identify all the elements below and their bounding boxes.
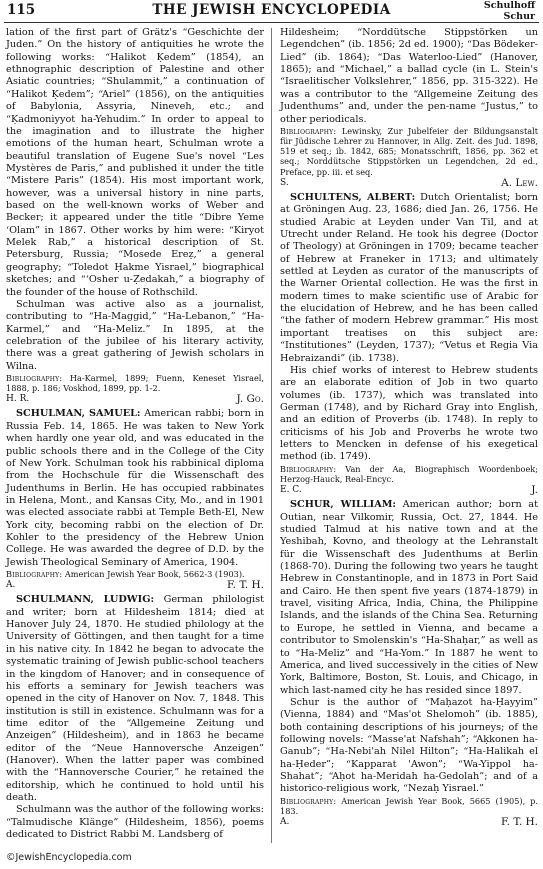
entry-text: American rabbi; born in Russia Feb. 14, 1865. He was taken to New York when hardly one year old, and was educated in the public schools there and in the College of the City of New York. Schulman took his rabbinical diploma from the Hochschule für die Wissenschaft des Judenthums in Berlin. He has occupied rabbinates in Helena, Mont., and Kansas City, Mo., and in 1901 was elected associate rabbi at Temple Beth-El, New York city, becoming rabbi on the election of Dr. Kohler to the presidency of the Hebrew Union College. He was awarded the degree of D.D. by the Jewish Theological Seminary of America, 1904. <box>6 408 264 568</box>
signature-initials: A. <box>6 580 16 591</box>
running-title: THE JEWISH ENCYCLOPEDIA <box>152 2 391 18</box>
entry-text: Dutch Orientalist; born at Gröningen Aug. 23, 1686; died Jan. 26, 1756. He studied Arabic at Leyden under Van Til, and at Utrecht under Reland. He took his degree (Doctor of Theology) at Gröningen in 1709; became teacher of Hebrew at Franeker in 1713; and ultimately settled at Leyden as curator of the manuscripts of the Warner Oriental collection. He was the first in modern times to make scientific use of Arabic for the elucidation of Hebrew, and he has been called “the father of modern Hebrew grammar.” His most important treatises on this subject are: “Institutiones” (Leyden, 1737); “Vetus et Regia Via Hebraizandi” (ib. 1738). <box>280 191 539 364</box>
entry-headword: SCHULMANN, LUDWIG: <box>16 594 155 606</box>
header-rule <box>4 22 539 23</box>
bibliography <box>6 373 264 393</box>
bibliography-text: American Jewish Year Book, 5665 (1905), p. 183. <box>280 795 538 817</box>
paragraph: His chief works of interest to Hebrew students are an elaborate edition of Job in two quarto volumes (ib. 1737), which was translated into German (1748), and by Richard Gray into English, and an edition of Proverbs (ib. 1748). In reply to criticisms of his Job and Proverbs he wrote two letters to Mencken in defense of his exegetical method (ib. 1749). <box>280 364 538 463</box>
guide-word-top: Schulhoff <box>483 0 535 11</box>
signature-initials: H. R. <box>6 394 30 405</box>
entry-schulmann-ludwig <box>6 594 264 804</box>
entry-headword: SCHULMAN, SAMUEL: <box>16 408 141 420</box>
paragraph: Schulmann was the author of the following works: “Talmudische Klänge” (Hildesheim, 1856), poems dedicated to District Rabbi M. Landsberg of <box>6 804 264 841</box>
signature-author: F. T. H. <box>501 816 538 829</box>
paragraph: Hildesheim; “Norddütsche Stippstörken un Legendchen” (ib. 1856; 2d ed. 1900); “Das Bödeker-Lied” (ib. 1864); “Das Waterloo-Lied” (Hanover, 1865); and “Michael,” a ballad cycle (in L. Stein's “Israelitischer Volkslehrer,” 1856, pp. 315-322). He was a contributor to the “Allgemeine Zeitung des Judenthums” and, under the pen-name “Justus,” to other periodicals. <box>280 27 538 125</box>
bibliography-label: Bibliography: <box>280 795 337 806</box>
bibliography-label: Bibliography: <box>6 373 63 384</box>
bibliography <box>280 126 538 177</box>
bibliography-label: Bibliography: <box>6 569 63 580</box>
signature-initials: E. C. <box>280 485 302 496</box>
signature-initials: S. <box>280 177 289 188</box>
paragraph: Schulman was active also as a journalist, contributing to “Ha-Maggid,” “Ha-Lebanon,” “Ha-Karmel,” and “Ha-Meliz.” In 1895, at the celebration of the jubilee of his literary activity, there was a great gathering of Jewish scholars in Wilna. <box>6 298 264 372</box>
signature-line <box>280 177 538 189</box>
paragraph: lation of the first part of Grätz's “Geschichte der Juden.” On the history of antiquities he wrote the following works: “Halikot Ḳedem” (1854), an ethnographic description of Palestine and other Asiatic countries; “Shulammit,” a continuation of “Halikot Ḳedem”; “Ariel” (1856), on the antiquities of Babylonia, Assyria, Nineveh, etc.; and “Ḳadmoniyyot ha-Yehudim.” In order to appeal to the imagination and to illustrate the higher emotions of the human heart, Schulman wrote a beautiful translation of Eugene Sue's novel “Les Mystères de Paris,” and published it under the title “Mistere Paris” (1854). His most important work, however, was a universal history in nine parts, based on the well-known works of Weber and Becker; it appeared under the title “Dibre Yeme ‘Olam” in 1867. Other works by him were: “Kiryot Melek Rab,” a historical description of St. Petersburg, Russia; “Mosede Ereẓ,” a general geography; “Toledot Ḥakme Yisrael,” biographical sketches; and “‘Osher u-Ẓedakah,” a biography of the founder of the house of Rothschild. <box>6 27 264 298</box>
page-header <box>4 1 539 23</box>
bibliography <box>6 569 264 579</box>
bibliography <box>280 464 538 484</box>
entry-text: German philologist and writer; born at Hildesheim 1814; died at Hanover July 24, 1870. He studied philology at the University of Göttingen, and then taught for a time in his native city. In 1842 he began to advocate the systematic training of Jewish public-school teachers in the kingdom of Hanover; and in consequence of his efforts a seminary for Jewish teachers was opened in the city of Hanover on Nov. 7, 1848. This institution is still in existence. Schulmann was for a time editor of the “Allgemeine Zeitung und Anzeigen” (Hildesheim), and in 1863 he became editor of the “Neue Hannoversche Anzeigen” (Hanover). When the latter paper was combined with the “Hannoversche Courier,” he retained the editorship, which he continued to hold until his death. <box>6 594 264 804</box>
right-column <box>280 27 538 831</box>
entry-schur-william <box>280 499 538 697</box>
signature-line <box>6 579 264 591</box>
signature-line <box>280 484 538 496</box>
bibliography <box>280 796 538 816</box>
entry-headword: SCHULTENS, ALBERT: <box>290 191 416 203</box>
entry-headword: SCHUR, WILLIAM: <box>290 499 397 511</box>
guide-words <box>484 0 535 22</box>
entry-schultens-albert <box>280 192 538 365</box>
bibliography-text: Ha-Karmel, 1899; Fuenn, Keneset Yisrael, 1888, p. 186; Voskhod, 1899, pp. 1-2. <box>6 373 264 394</box>
signature-initials: A. <box>280 817 290 828</box>
paragraph: Schur is the author of “Maḥazot ha-Ḥayyim” (Vienna, 1884) and “Mas'ot Shelomoh” (ib. 1885), both containing descriptions of his journeys; of the following novels: “Masse'at Nafshah”; “Aḳkonen ha-Ganub”; “Ha-Nebi'ah Nilel Hilton”; “Ha-Halikah el ha-Ḥeder”; “Kapparat 'Awon”; “Wa-Yippol ha-Shahat”; “Aḥot ha-Meridah ha-Gedolah”; and of a historico-religious work, “Nezaḥ Yisrael.” <box>280 696 538 795</box>
page-number: 115 <box>7 2 36 18</box>
signature-line <box>280 816 538 828</box>
guide-word-bottom: Schur <box>503 11 535 22</box>
signature-author: A. Lew. <box>501 176 538 189</box>
column-divider <box>271 28 272 843</box>
copyright-footer: ©JewishEncyclopedia.com <box>6 852 132 863</box>
entry-text: American author; born at Outian, near Vilkomir, Russia, Oct. 27, 1844. He studied Talmud at his native town and at the Yeshibah, Kovno, and theology at the Lehranstalt für die Wissenschaft des Judenthums at Berlin (1868-70). During the following two years he taught Hebrew in Constantinople, and in 1873 in Port Said and Cairo. He then spent five years (1874-1879) in travel, visiting Africa, India, China, the Philippine Islands, and the islands of the China Sea. Returning to Europe, he settled in Vienna, and became a contributor to Smolenskin's “Ha-Shaḥar,” as well as to “Ha-Meliz” and “Ha-Yom.” In 1887 he went to America, and lived successively in the cities of New York, Baltimore, Boston, St. Louis, and Chicago, in which last-named city he has resided since 1897. <box>280 499 538 696</box>
entry-schulman-samuel <box>6 408 264 569</box>
bibliography-text: Van der Aa, Biographisch Woordenboek; Herzog-Hauck, Real-Encyc. <box>280 463 538 484</box>
signature-author: J. <box>531 484 538 497</box>
left-column <box>6 27 264 842</box>
signature-author: F. T. H. <box>227 579 264 592</box>
bibliography-label: Bibliography: <box>280 125 337 136</box>
bibliography-text: American Jewish Year Book, 5662-3 (1903). <box>64 569 245 580</box>
signature-line <box>6 393 264 405</box>
bibliography-text: Lewinsky, Zur Jubelfeier der Bildungsanstalt für Jüdische Lehrer zu Hannover, in Allg. Zeit. des Jud. 1898, 519 et seq.; ib. 1842, 685; Monatsschrift, 1856, pp. 362 et seq.; Norddütsche Stippstörken un Legendchen, 2d ed., Preface, pp. iii. et seq. <box>280 125 539 177</box>
signature-author: J. Go. <box>236 393 264 406</box>
bibliography-label: Bibliography: <box>280 463 337 474</box>
